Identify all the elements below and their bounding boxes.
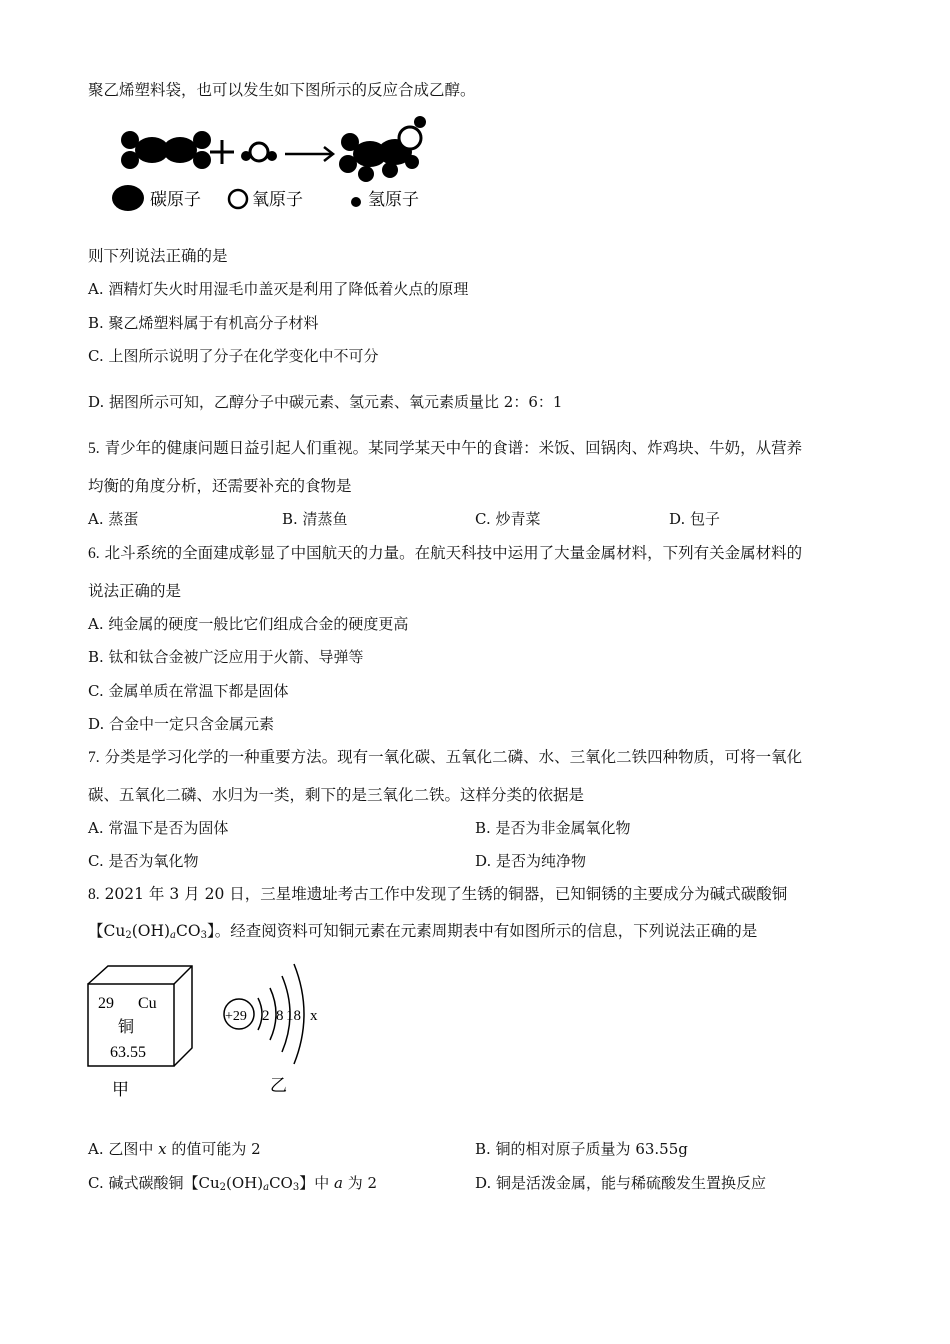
legend-hydrogen: 氢原子 [368,190,419,210]
shell-4-electrons: x [310,1008,318,1024]
q6-number: 6. [88,545,100,562]
q7-option-b[interactable]: B. 是否为非金属氧化物 [475,819,631,837]
q8-option-a[interactable] [88,1139,261,1159]
q8-option-a-text: A. 乙图中 [88,1140,159,1158]
q4-option-d[interactable]: D. 据图所示可知，乙醇分子中碳元素、氢元素、氧元素质量比 2：6：1 [88,393,563,411]
element-atomic-number: 29 [98,995,114,1012]
q8-option-a-text: 的值可能为 2 [166,1140,261,1158]
formula-sub: 2 [125,930,132,941]
q6-stem-line1: 北斗系统的全面建成彰显了中国航天的力量。在航天科技中运用了大量金属材料，下列有关金属材料的 [104,544,803,562]
q5-option-d[interactable]: D. 包子 [669,510,721,528]
atom-diagram-label: 乙 [270,1076,287,1096]
q7-stem [88,747,802,768]
q7-stem-line2: 碳、五氧化二磷、水归为一类，剩下的是三氧化二铁。这样分类的依据是 [88,786,585,804]
formula-part: (OH) [226,1174,264,1192]
q8-number: 8. [88,886,100,903]
formula-part: CO [176,922,201,940]
q7-stem-line1: 分类是学习化学的一种重要方法。现有一氧化碳、五氧化二磷、水、三氧化二铁四种物质，可将一氧化 [104,748,803,766]
q8-option-c-text: 为 2 [342,1174,378,1192]
q7-option-c[interactable]: C. 是否为氧化物 [88,852,199,870]
formula-sub: a [170,930,177,941]
reaction-diagram [110,112,440,217]
q8-stem-line2-text: 】。经查阅资料可知铜元素在元素周期表中有如图所示的信息，下列说法正确的是 [206,922,758,940]
q6-option-d[interactable]: D. 合金中一定只含金属元素 [88,715,275,733]
q6-option-c[interactable]: C. 金属单质在常温下都是固体 [88,682,289,700]
legend-oxygen: 氧原子 [252,190,303,210]
element-cell-diagram [86,962,198,1102]
legend-carbon: 碳原子 [150,190,201,210]
q8-option-d[interactable]: D. 铜是活泼金属，能与稀硫酸发生置换反应 [475,1174,767,1192]
nucleus-charge: +29 [225,1009,247,1024]
q5-stem-line2: 均衡的角度分析，还需要补充的食物是 [88,477,352,495]
formula-part: 【Cu [88,922,126,940]
q8-option-b[interactable]: B. 铜的相对原子质量为 63.55g [475,1140,688,1158]
variable-a: a [334,1174,343,1192]
q5-number: 5. [88,440,100,457]
q4-stem: 则下列说法正确的是 [88,247,228,265]
q8-stem-line1: 2021 年 3 月 20 日，三星堆遗址考古工作中发现了生锈的铜器，已知铜锈的主要成分为碱式碳酸铜 [104,885,788,903]
q8-option-c-text: 】中 [299,1174,334,1192]
element-mass: 63.55 [110,1044,146,1061]
formula-sub: 3 [292,1182,300,1193]
oxygen-atom-icon [229,190,247,208]
q4-option-a[interactable]: A. 酒精灯失火时用湿毛巾盖灭是利用了降低着火点的原理 [88,280,469,298]
formula-part: CO [269,1174,293,1192]
arrow-icon [285,147,333,161]
q6-option-b[interactable]: B. 钛和钛合金被广泛应用于火箭、导弹等 [88,648,364,666]
formula-sub: 3 [200,930,207,941]
ethanol-molecule [339,116,426,182]
q5-option-c[interactable]: C. 炒青菜 [475,510,541,528]
q6-option-a[interactable]: A. 纯金属的硬度一般比它们组成合金的硬度更高 [88,615,409,633]
formula-sub: a [263,1182,270,1193]
formula-part: (OH) [131,922,171,940]
ethylene-molecule [121,131,211,169]
q7-option-d[interactable]: D. 是否为纯净物 [475,852,587,870]
q8-option-c-text: C. 碱式碳酸铜【Cu [88,1174,220,1192]
formula-sub: 2 [219,1182,226,1193]
element-symbol: Cu [138,995,157,1012]
q8-option-c[interactable] [88,1173,377,1198]
q5-option-b[interactable]: B. 清蒸鱼 [282,510,348,528]
variable-x: x [158,1140,167,1158]
shell-3-electrons: 18 [286,1008,301,1024]
atom-structure-diagram [218,958,338,1100]
q7-number: 7. [88,749,100,766]
q7-option-a[interactable]: A. 常温下是否为固体 [88,819,229,837]
element-diagram-label: 甲 [112,1080,129,1100]
q8-stem [88,884,787,905]
q4-option-c[interactable]: C. 上图所示说明了分子在化学变化中不可分 [88,347,379,365]
q8-stem-line2 [88,921,757,946]
carbon-atom-icon [112,185,144,211]
plus-icon [210,140,234,164]
q5-stem-line1: 青少年的健康问题日益引起人们重视。某同学某天中午的食谱：米饭、回锅肉、炸鸡块、牛奶，从营养 [104,439,803,457]
q6-stem-line2: 说法正确的是 [88,582,182,600]
q4-option-b[interactable]: B. 聚乙烯塑料属于有机高分子材料 [88,314,319,332]
shell-2-electrons: 8 [276,1008,284,1024]
shell-1-electrons: 2 [262,1008,270,1024]
q5-stem [88,438,802,459]
element-name: 铜 [118,1017,135,1036]
q6-stem [88,543,802,564]
intro-text: 聚乙烯塑料袋，也可以发生如下图所示的反应合成乙醇。 [88,81,476,99]
water-molecule [241,143,277,161]
q5-option-a[interactable]: A. 蒸蛋 [88,510,139,528]
hydrogen-atom-icon [351,197,361,207]
